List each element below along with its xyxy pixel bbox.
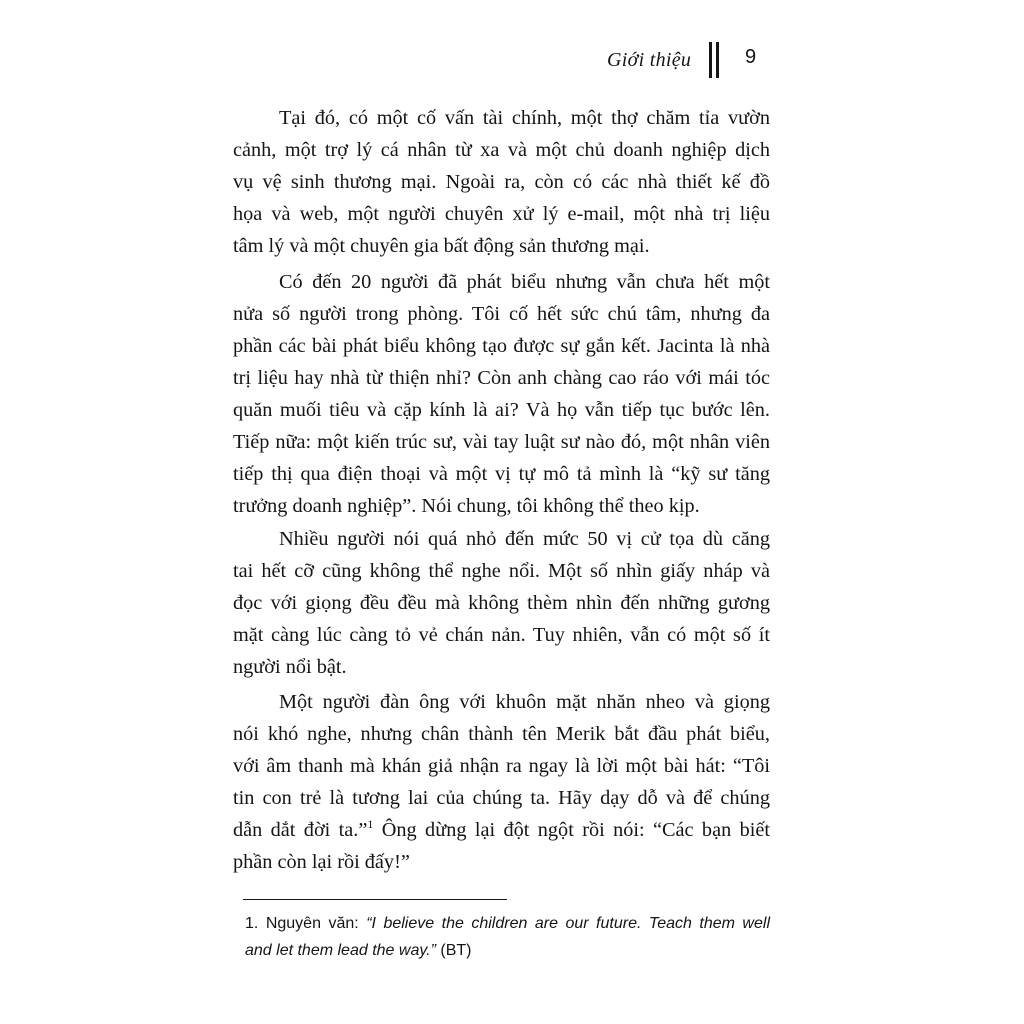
paragraph-line: quăn muối tiêu và cặp kính là ai? Và họ vẫn tiếp tục bước lên.	[233, 399, 770, 421]
footnote-divider-rule	[243, 899, 507, 900]
footnote	[245, 910, 770, 964]
paragraph-line: tâm lý và một chuyên gia bất động sản thương mại.	[233, 235, 650, 257]
paragraph-line: trưởng doanh nghiệp”. Nói chung, tôi không thể theo kịp.	[233, 495, 700, 517]
footnote-number: 1.	[245, 915, 259, 932]
body-paragraph	[233, 102, 770, 262]
paragraph-line: mặt càng lúc càng tỏ vẻ chán nản. Tuy nhiên, vẫn có một số ít	[233, 624, 770, 646]
paragraph-line: vụ vệ sinh thương mại. Ngoài ra, còn có các nhà thiết kế đồ	[233, 171, 770, 193]
paragraph-line: cảnh, một trợ lý cá nhân từ xa và một chủ doanh nghiệp dịch	[233, 139, 770, 161]
footnote-line	[245, 937, 770, 964]
body-paragraph	[233, 266, 770, 522]
paragraph-line: đọc với giọng đều đều mà không thèm nhìn đến những gương	[233, 592, 770, 614]
paragraph-line: Nhiều người nói quá nhỏ đến mức 50 vị cử tọa dù căng	[279, 528, 770, 550]
header-double-bar-divider	[709, 42, 719, 78]
line-text: dẫn dắt đời ta.”	[233, 819, 368, 841]
paragraph-line: nói khó nghe, nhưng chân thành tên Merik bắt đầu phát biểu,	[233, 723, 770, 745]
paragraph-line: nửa số người trong phòng. Tôi cố hết sức chú tâm, nhưng đa	[233, 303, 770, 325]
paragraph-line: tin con trẻ là tương lai của chúng ta. Hãy dạy dỗ và để chúng	[233, 787, 770, 809]
line-text: Ông dừng lại đột ngột rồi nói: “Các bạn biết	[373, 819, 770, 841]
paragraph-line: Tiếp nữa: một kiến trúc sư, vài tay luật sư nào đó, một nhân viên	[233, 431, 770, 453]
footnote-reference-marker: 1	[367, 817, 374, 831]
paragraph-line: Một người đàn ông với khuôn mặt nhăn nheo và giọng	[279, 691, 770, 713]
running-header-title: Giới thiệu	[607, 49, 692, 71]
paragraph-line: họa và web, một người chuyên xử lý e-mail, một nhà trị liệu	[233, 203, 770, 225]
paragraph-line: Tại đó, có một cố vấn tài chính, một thợ chăm tỉa vườn	[279, 107, 770, 129]
paragraph-line: Có đến 20 người đã phát biểu nhưng vẫn chưa hết một	[279, 271, 770, 293]
paragraph-line: tiếp thị qua điện thoại và một vị tự mô tả mình là “kỹ sư tăng	[233, 463, 770, 485]
footnote-label: Nguyên văn:	[265, 915, 359, 932]
paragraph-line: trị liệu hay nhà từ thiện nhỉ? Còn anh chàng cao ráo với mái tóc	[233, 367, 770, 389]
paragraph-line: phần các bài phát biểu không tạo được sự gắn kết. Jacinta là nhà	[233, 335, 770, 357]
paragraph-line	[233, 814, 770, 846]
footnote-quote: and let them lead the way.”	[245, 942, 436, 959]
footnote-line	[245, 910, 770, 937]
footnote-source: (BT)	[440, 942, 472, 959]
paragraph-line: với âm thanh mà khán giả nhận ra ngay là lời một bài hát: “Tôi	[233, 755, 770, 777]
body-paragraph	[233, 523, 770, 683]
page-number: 9	[745, 46, 757, 68]
body-paragraph	[233, 686, 770, 878]
footnote-quote: “I believe the children are our future. Teach them well	[366, 915, 770, 932]
paragraph-line: tai hết cỡ cũng không thể nghe nổi. Một số nhìn giấy nháp và	[233, 560, 770, 582]
paragraph-line: phần còn lại rồi đấy!”	[233, 851, 410, 873]
paragraph-line: người nổi bật.	[233, 656, 347, 678]
